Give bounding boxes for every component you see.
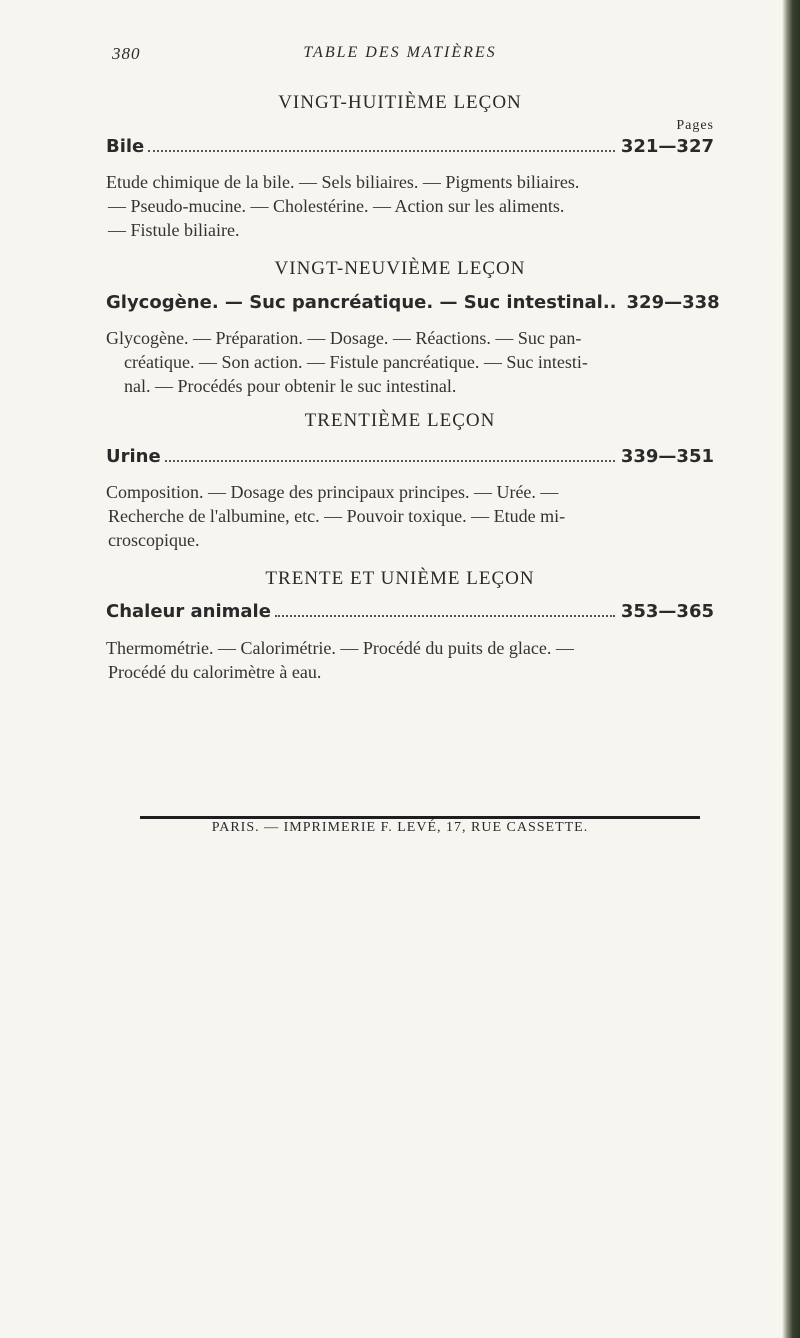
pages-label: Pages <box>676 118 714 133</box>
imprint: PARIS. — IMPRIMERIE F. LEVÉ, 17, RUE CASSETTE. <box>211 820 589 835</box>
page-number: 380 <box>112 44 141 63</box>
running-title: TABLE DES MATIÈRES <box>303 44 497 61</box>
page-range: 353—365 <box>620 601 714 622</box>
page-range: 339—351 <box>620 446 714 467</box>
entry-description <box>106 636 706 684</box>
description-line: Thermométrie. — Calorimétrie. — Procédé du puits de glace. — <box>106 638 574 658</box>
leader-dots <box>148 150 615 152</box>
description-line: Composition. — Dosage des principaux principes. — Urée. — <box>106 482 559 502</box>
entry-title: Chaleur animale <box>106 601 271 622</box>
description-line: Etude chimique de la bile. — Sels biliaires. — Pigments biliaires. <box>106 172 580 192</box>
description-line: — Pseudo-mucine. — Cholestérine. — Action sur les aliments. <box>108 196 565 216</box>
page-range: 329—338 <box>626 292 720 313</box>
toc-entry[interactable] <box>106 601 714 627</box>
description-line: Glycogène. — Préparation. — Dosage. — Réactions. — Suc pan- <box>106 328 582 348</box>
section-heading: TRENTE ET UNIÈME LEÇON <box>265 568 535 589</box>
section-heading: VINGT-NEUVIÈME LEÇON <box>274 258 526 279</box>
description-line: Procédé du calorimètre à eau. <box>108 662 322 682</box>
leader-dots <box>165 460 615 462</box>
entry-description <box>106 170 706 242</box>
section-heading: TRENTIÈME LEÇON <box>304 410 496 431</box>
entry-title: Urine <box>106 446 161 467</box>
entry-description <box>106 326 706 398</box>
footer-rule <box>140 816 700 819</box>
leader-dots <box>275 615 615 617</box>
toc-entry[interactable] <box>106 446 714 472</box>
description-line: créatique. — Son action. — Fistule pancréatique. — Suc intesti- <box>124 352 588 372</box>
entry-title: Glycogène. — Suc pancréatique. — Suc intestinal.. <box>106 292 617 313</box>
description-line: croscopique. <box>108 530 200 550</box>
description-line: — Fistule biliaire. <box>108 220 240 240</box>
toc-entry[interactable] <box>106 292 720 318</box>
page-edge-shadow <box>782 0 800 1338</box>
section-heading: VINGT-HUITIÈME LEÇON <box>278 92 522 113</box>
page-range: 321—327 <box>620 136 714 157</box>
entry-title: Bile <box>106 136 145 157</box>
toc-entry[interactable] <box>106 136 714 162</box>
description-line: Recherche de l'albumine, etc. — Pouvoir toxique. — Etude mi- <box>108 506 566 526</box>
entry-description <box>106 480 706 552</box>
running-head <box>0 44 800 70</box>
description-line: nal. — Procédés pour obtenir le suc intestinal. <box>124 376 457 396</box>
